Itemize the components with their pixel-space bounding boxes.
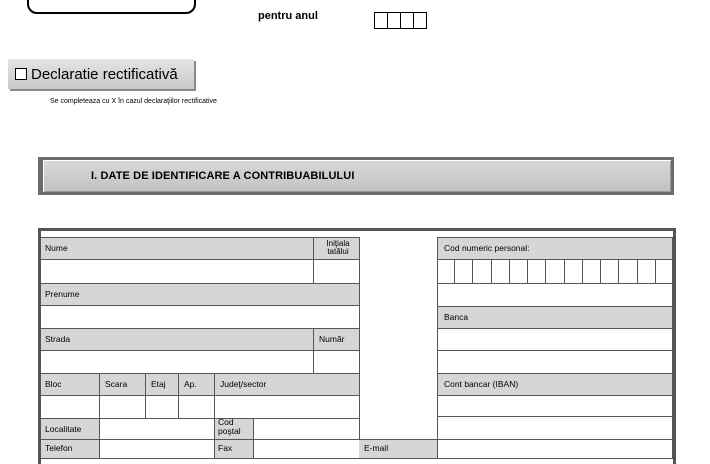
cnp-digit[interactable] [656,259,673,283]
initiala-label-1: Iniţiala [326,239,350,248]
cnp-digit[interactable] [437,259,455,283]
initiala-label-2: tatălui [327,247,349,256]
prenume-label: Prenume [45,289,80,299]
localitate-input[interactable] [99,418,214,439]
cnp-digit[interactable] [492,259,510,283]
telefon-input[interactable] [99,439,214,459]
cnp-digit[interactable] [565,259,583,283]
rectificativa-tab [8,59,194,89]
year-input-boxes[interactable] [374,12,426,29]
iban-input[interactable] [438,395,672,416]
prenume-input[interactable] [41,305,359,328]
cnp-digit[interactable] [510,259,528,283]
cnp-digit[interactable] [601,259,619,283]
section-header [38,157,674,195]
strada-input[interactable] [41,350,313,373]
cod-label-2: poştal [218,426,241,436]
rectificativa-note: Se completeaza cu X în cazul declaraţiilor rectificative [50,98,217,105]
top-form-box [27,0,196,14]
localitate-label: Localitate [45,424,82,434]
cnp-digit[interactable] [455,259,473,283]
judet-label: Judeţ/sector [220,379,267,389]
fax-label: Fax [218,443,233,453]
strada-label: Strada [45,334,71,344]
cod-label-1: Cod [218,417,234,427]
nume-label: Nume [45,243,68,253]
year-label: pentru anul [258,10,318,22]
section-title: I. DATE DE IDENTIFICARE A CONTRIBUABILULUI [91,170,355,182]
year-digit-box[interactable] [374,12,388,29]
cont-label: Cont bancar (IBAN) [444,379,519,389]
strada-header [41,328,359,350]
cod-postal-input[interactable] [253,418,359,439]
nume-header [41,237,359,259]
banca-header [437,306,673,328]
bloc-inputs[interactable] [41,395,359,418]
banca-input[interactable] [438,328,672,350]
cnp-label: Cod numeric personal: [444,243,530,253]
nume-input[interactable] [41,259,313,283]
year-digit-box[interactable] [387,12,401,29]
telefon-label: Telefon [45,443,73,453]
email-input[interactable] [437,439,673,459]
prenume-header [41,283,359,305]
rectificativa-label: Declaratie rectificativă [31,65,178,83]
year-digit-box[interactable] [400,12,414,29]
rectificativa-checkbox[interactable] [15,68,27,80]
ap-label: Ap. [184,379,197,389]
cnp-digit[interactable] [473,259,491,283]
initiala-input[interactable] [313,259,359,283]
fax-input[interactable] [253,439,359,459]
scara-label: Scara [105,379,128,389]
numar-input[interactable] [313,350,359,373]
cnp-digit[interactable] [528,259,546,283]
cnp-digit[interactable] [546,259,564,283]
cnp-digit[interactable] [638,259,656,283]
cnp-digit[interactable] [619,259,637,283]
cnp-digit-boxes[interactable] [437,259,673,283]
bloc-label: Bloc [45,379,62,389]
etaj-label: Etaj [151,379,166,389]
cnp-digit[interactable] [583,259,601,283]
numar-label: Număr [319,334,345,344]
banca-label: Banca [444,312,469,322]
email-label: E-mail [364,443,389,453]
bloc-header [41,373,359,395]
year-digit-box[interactable] [413,12,427,29]
identification-form [38,228,676,464]
